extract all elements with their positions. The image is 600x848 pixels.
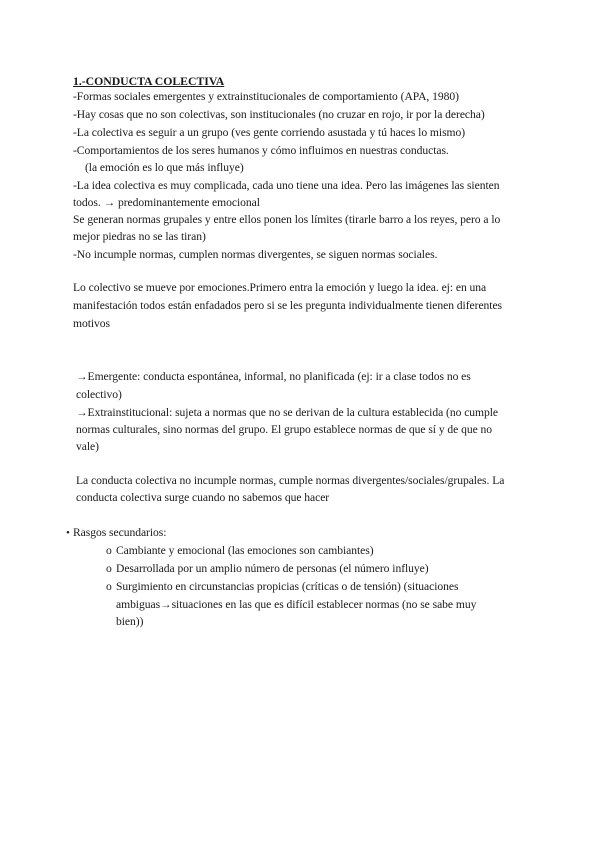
list-marker-icon: o [106, 544, 112, 557]
secondary-item-3-line-1: Surgimiento en circunstancias propicias (críticas o de tensión) (situaciones [116, 580, 459, 593]
definition-line-3: →Extrainstitucional: sujeta a normas que no se derivan de la cultura establecida (no cumple [76, 406, 499, 419]
emotion-paragraph-line-2: manifestación todos están enfadados pero si se les pregunta individualmente tienen diferentes [73, 299, 503, 312]
definition-line-1: →Emergente: conducta espontánea, informal, no planificada (ej: ir a clase todos no es [76, 370, 471, 383]
bullet-icon: • [66, 527, 70, 539]
emotion-paragraph-line-1: Lo colectivo se mueve por emociones.Primero entra la emoción y luego la idea. ej: en una [73, 281, 487, 294]
intro-line-5: (la emoción es lo que más influye) [85, 161, 244, 174]
section-title: 1.-CONDUCTA COLECTIVA [73, 74, 225, 88]
secondary-item-1: Cambiante y emocional (las emociones son cambiantes) [116, 544, 374, 557]
definition-line-4: normas culturales, sino normas del grupo. El grupo establece normas de que sí y de que no [76, 423, 493, 436]
intro-line-3: -La colectiva es seguir a un grupo (ves gente corriendo asustada y tú haces lo mismo) [73, 126, 466, 139]
intro-line-2: -Hay cosas que no son colectivas, son institucionales (no cruzar en rojo, ir por la derecha) [73, 108, 485, 121]
list-marker-icon: o [106, 580, 112, 593]
intro-line-8: Se generan normas grupales y entre ellos ponen los límites (tirarle barro a los reyes, pero a lo [73, 213, 501, 226]
definition-line-5: vale) [76, 440, 99, 453]
secondary-item-2: Desarrollada por un amplio número de personas (el número influye) [116, 562, 429, 575]
conclusion-line-1: La conducta colectiva no incumple normas, cumple normas divergentes/sociales/grupales. La [76, 474, 505, 487]
definition-line-2: colectivo) [76, 388, 122, 401]
intro-line-10: -No incumple normas, cumplen normas divergentes, se siguen normas sociales. [73, 248, 438, 261]
list-marker-icon: o [106, 562, 112, 575]
secondary-heading: Rasgos secundarios: [73, 526, 167, 539]
secondary-item-3-line-2: ambiguas→situaciones en las que es difícil establecer normas (no se sabe muy [116, 598, 477, 611]
conclusion-line-2: conducta colectiva surge cuando no sabemos que hacer [76, 491, 330, 504]
intro-line-9: mejor piedras no se las tiran) [73, 230, 206, 243]
intro-line-1: -Formas sociales emergentes y extrainstitucionales de comportamiento (APA, 1980) [73, 90, 459, 103]
intro-line-7: todos. → predominantemente emocional [73, 196, 260, 209]
intro-line-6: -La idea colectiva es muy complicada, cada uno tiene una idea. Pero las imágenes las sienten [73, 179, 500, 192]
intro-line-4: -Comportamientos de los seres humanos y cómo influimos en nuestras conductas. [73, 144, 449, 157]
emotion-paragraph-line-3: motivos [73, 317, 111, 330]
secondary-item-3-line-3: bien)) [116, 615, 144, 628]
